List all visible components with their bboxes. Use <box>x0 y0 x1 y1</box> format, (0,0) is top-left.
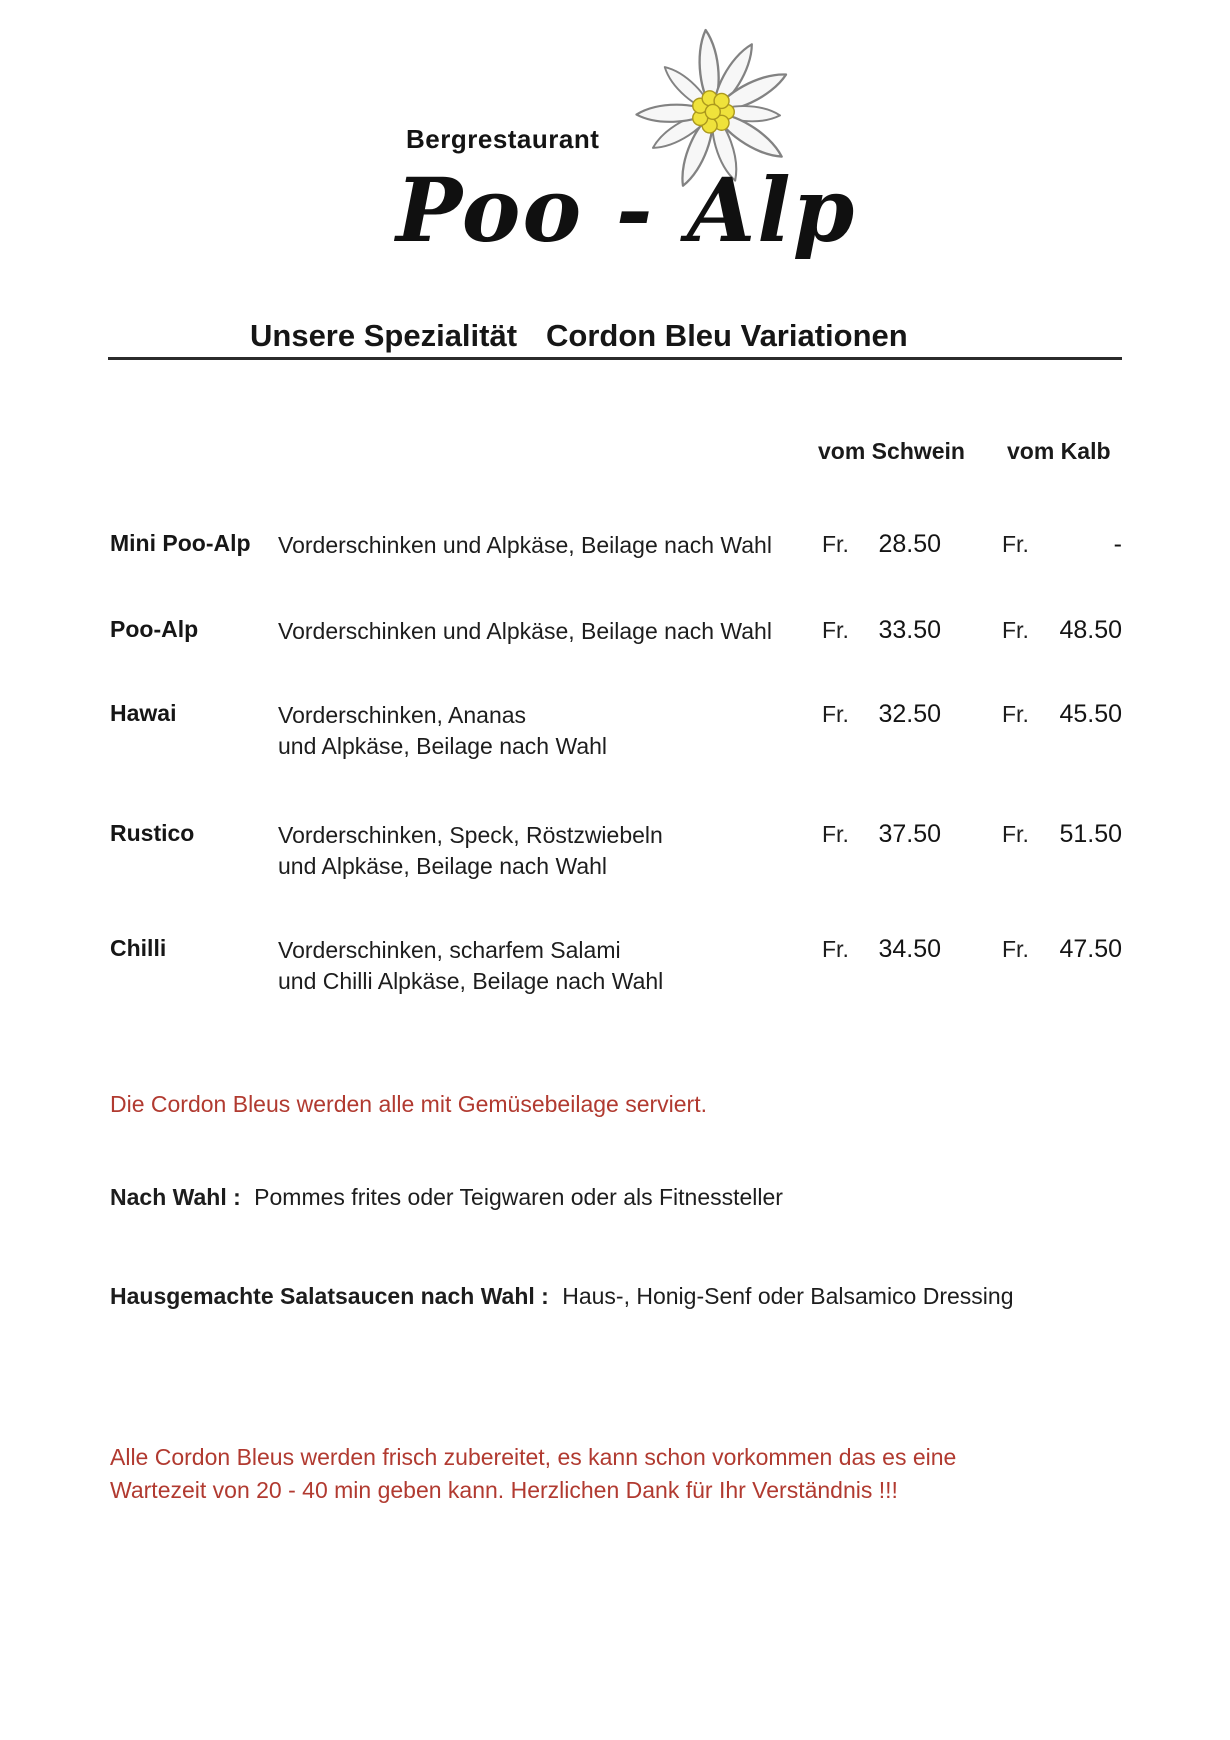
waiting-time-line: Alle Cordon Bleus werden frisch zubereitet, es kann schon vorkommen das es eine <box>110 1444 957 1470</box>
column-header-schwein: vom Schwein <box>818 438 965 464</box>
waiting-time-note <box>110 1441 956 1507</box>
menu-row-mini-poo-alp <box>0 530 1230 600</box>
restaurant-type-label: Bergrestaurant <box>406 124 600 154</box>
description-line: Vorderschinken und Alpkäse, Beilage nach Wahl <box>278 532 772 558</box>
vegetable-side-note: Die Cordon Bleus werden alle mit Gemüsebeilage serviert. <box>110 1091 708 1117</box>
currency-label-schwein: Fr. <box>822 617 849 643</box>
description-line: Vorderschinken, scharfem Salami <box>278 937 621 963</box>
currency-label-kalb: Fr. <box>1002 531 1029 557</box>
salad-dressing-note <box>110 1283 1014 1310</box>
currency-label-kalb: Fr. <box>1002 617 1029 643</box>
item-name: Rustico <box>110 820 195 846</box>
item-name: Mini Poo-Alp <box>110 530 251 556</box>
price-schwein: 37.50 <box>878 820 941 848</box>
salad-dressing-label: Hausgemachte Salatsaucen nach Wahl : <box>110 1283 549 1309</box>
menu-row-chilli <box>0 935 1230 1005</box>
title-underline <box>108 357 1122 360</box>
description-line: und Alpkäse, Beilage nach Wahl <box>278 853 608 879</box>
item-name: Hawai <box>110 700 177 726</box>
item-description <box>278 820 663 882</box>
currency-label-kalb: Fr. <box>1002 701 1029 727</box>
item-description <box>278 530 772 561</box>
salad-dressing-text: Haus-, Honig-Senf oder Balsamico Dressing <box>562 1283 1014 1309</box>
column-header-kalb: vom Kalb <box>1007 438 1111 464</box>
description-line: und Alpkäse, Beilage nach Wahl <box>278 733 608 759</box>
price-schwein: 34.50 <box>878 935 941 963</box>
description-line: Vorderschinken und Alpkäse, Beilage nach Wahl <box>278 618 772 644</box>
side-choice-label: Nach Wahl : <box>110 1184 241 1210</box>
restaurant-name-script: Poo - Alp <box>396 158 857 262</box>
side-choice-note <box>110 1184 783 1211</box>
price-kalb: - <box>1113 530 1122 558</box>
item-name: Poo-Alp <box>110 616 199 642</box>
price-kalb: 45.50 <box>1059 700 1122 728</box>
price-kalb: 51.50 <box>1059 820 1122 848</box>
description-line: und Chilli Alpkäse, Beilage nach Wahl <box>278 968 664 994</box>
currency-label-schwein: Fr. <box>822 531 849 557</box>
menu-row-rustico <box>0 820 1230 890</box>
price-kalb: 48.50 <box>1059 616 1122 644</box>
side-choice-text: Pommes frites oder Teigwaren oder als Fitnessteller <box>254 1184 783 1210</box>
price-schwein: 28.50 <box>878 530 941 558</box>
item-name: Chilli <box>110 935 167 961</box>
page-title-variations: Cordon Bleu Variationen <box>546 318 908 353</box>
description-line: Vorderschinken, Ananas <box>278 702 527 728</box>
price-kalb: 47.50 <box>1059 935 1122 963</box>
currency-label-kalb: Fr. <box>1002 821 1029 847</box>
price-schwein: 32.50 <box>878 700 941 728</box>
currency-label-schwein: Fr. <box>822 936 849 962</box>
item-description <box>278 935 663 997</box>
currency-label-kalb: Fr. <box>1002 936 1029 962</box>
menu-row-hawai <box>0 700 1230 770</box>
currency-label-schwein: Fr. <box>822 701 849 727</box>
waiting-time-line: Wartezeit von 20 - 40 min geben kann. Herzlichen Dank für Ihr Verständnis !!! <box>110 1477 898 1503</box>
page-title-speciality: Unsere Spezialität <box>250 318 518 353</box>
price-schwein: 33.50 <box>878 616 941 644</box>
item-description <box>278 700 607 762</box>
item-description <box>278 616 772 647</box>
description-line: Vorderschinken, Speck, Röstzwiebeln <box>278 822 663 848</box>
menu-row-poo-alp <box>0 616 1230 686</box>
currency-label-schwein: Fr. <box>822 821 849 847</box>
